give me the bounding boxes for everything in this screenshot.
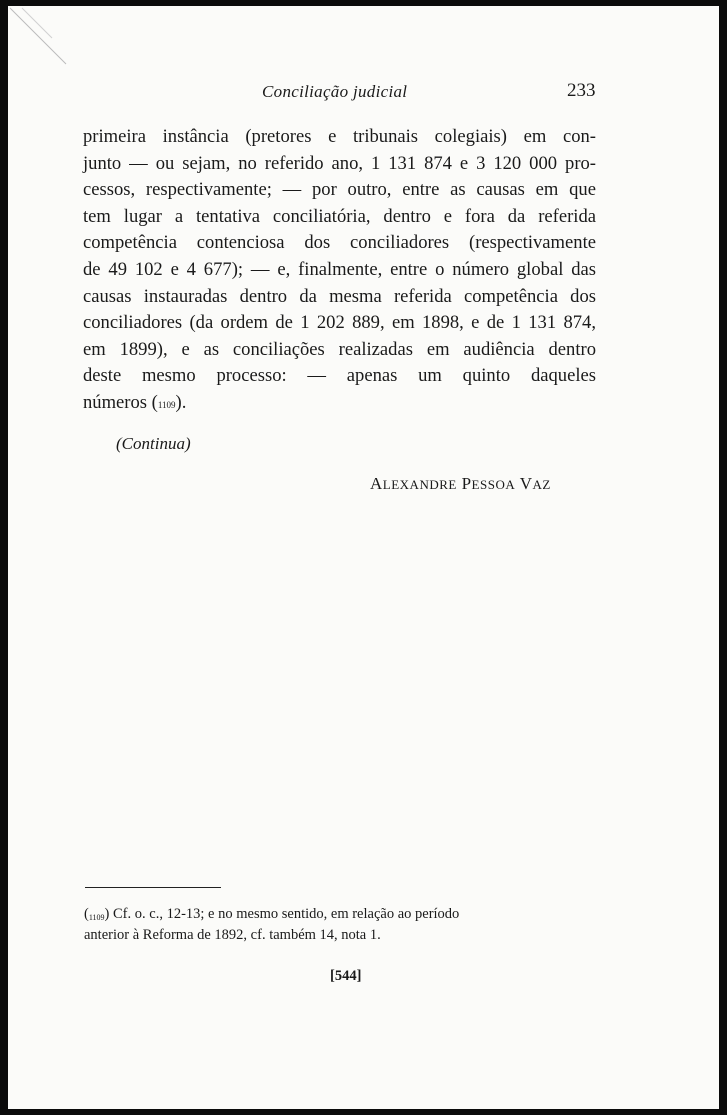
- document-page: [8, 6, 719, 1109]
- body-last-line-prefix: números (: [83, 391, 158, 413]
- body-last-line-suffix: ).: [175, 391, 187, 413]
- footnote-number: 1109: [88, 913, 105, 922]
- body-line: cessos, respectivamente; — por outro, entre as causas em que: [83, 179, 596, 201]
- body-line: em 1899), e as conciliações realizadas em audiência dentro: [83, 338, 596, 360]
- footnote-line-2: anterior à Reforma de 1892, cf. também 14, nota 1.: [84, 927, 381, 943]
- body-last-line: [83, 390, 596, 417]
- footnote-reference[interactable]: 1109: [157, 399, 176, 410]
- continua-note: (Continua): [116, 434, 191, 453]
- body-line: causas instauradas dentro da mesma referida competência dos: [83, 285, 596, 307]
- author-smallcaps: ESSOA: [471, 477, 516, 492]
- body-paragraph: [83, 124, 596, 417]
- author-smallcaps: AZ: [532, 477, 551, 492]
- running-head: [8, 78, 719, 108]
- author-initial: A: [370, 474, 383, 493]
- footnote-line-1: [84, 904, 604, 925]
- body-line: deste mesmo processo: — apenas um quinto daqueles: [83, 365, 596, 387]
- corner-fold-mark: [8, 6, 68, 66]
- author-signature: [370, 474, 551, 494]
- body-line: tem lugar a tentativa conciliatória, dentro e fora da referida: [83, 205, 596, 227]
- body-line: de 49 102 e 4 677); — e, finalmente, entre o número global das: [83, 258, 596, 280]
- author-smallcaps: LEXANDRE: [382, 477, 457, 492]
- body-line: conciliadores (da ordem de 1 202 889, em 1898, e de 1 131 874,: [83, 312, 596, 334]
- footnote-divider: [85, 887, 221, 888]
- footnote: [84, 904, 604, 946]
- footnote-close-paren: ): [104, 906, 110, 922]
- author-initial: P: [461, 474, 472, 493]
- body-line: competência contenciosa dos conciliadores (respectivamente: [83, 232, 596, 254]
- author-initial: V: [519, 474, 533, 493]
- running-head-title: Conciliação judicial: [262, 82, 408, 101]
- folio-number: [544]: [330, 968, 362, 984]
- footnote-text-1: Cf. o. c., 12-13; e no mesmo sentido, em relação ao período: [109, 906, 460, 922]
- body-line: primeira instância (pretores e tribunais colegiais) em con-: [83, 126, 596, 147]
- body-line: junto — ou sejam, no referido ano, 1 131 874 e 3 120 000 pro-: [83, 152, 596, 174]
- footnote-open-paren: (: [84, 906, 89, 922]
- page-number: 233: [567, 80, 596, 101]
